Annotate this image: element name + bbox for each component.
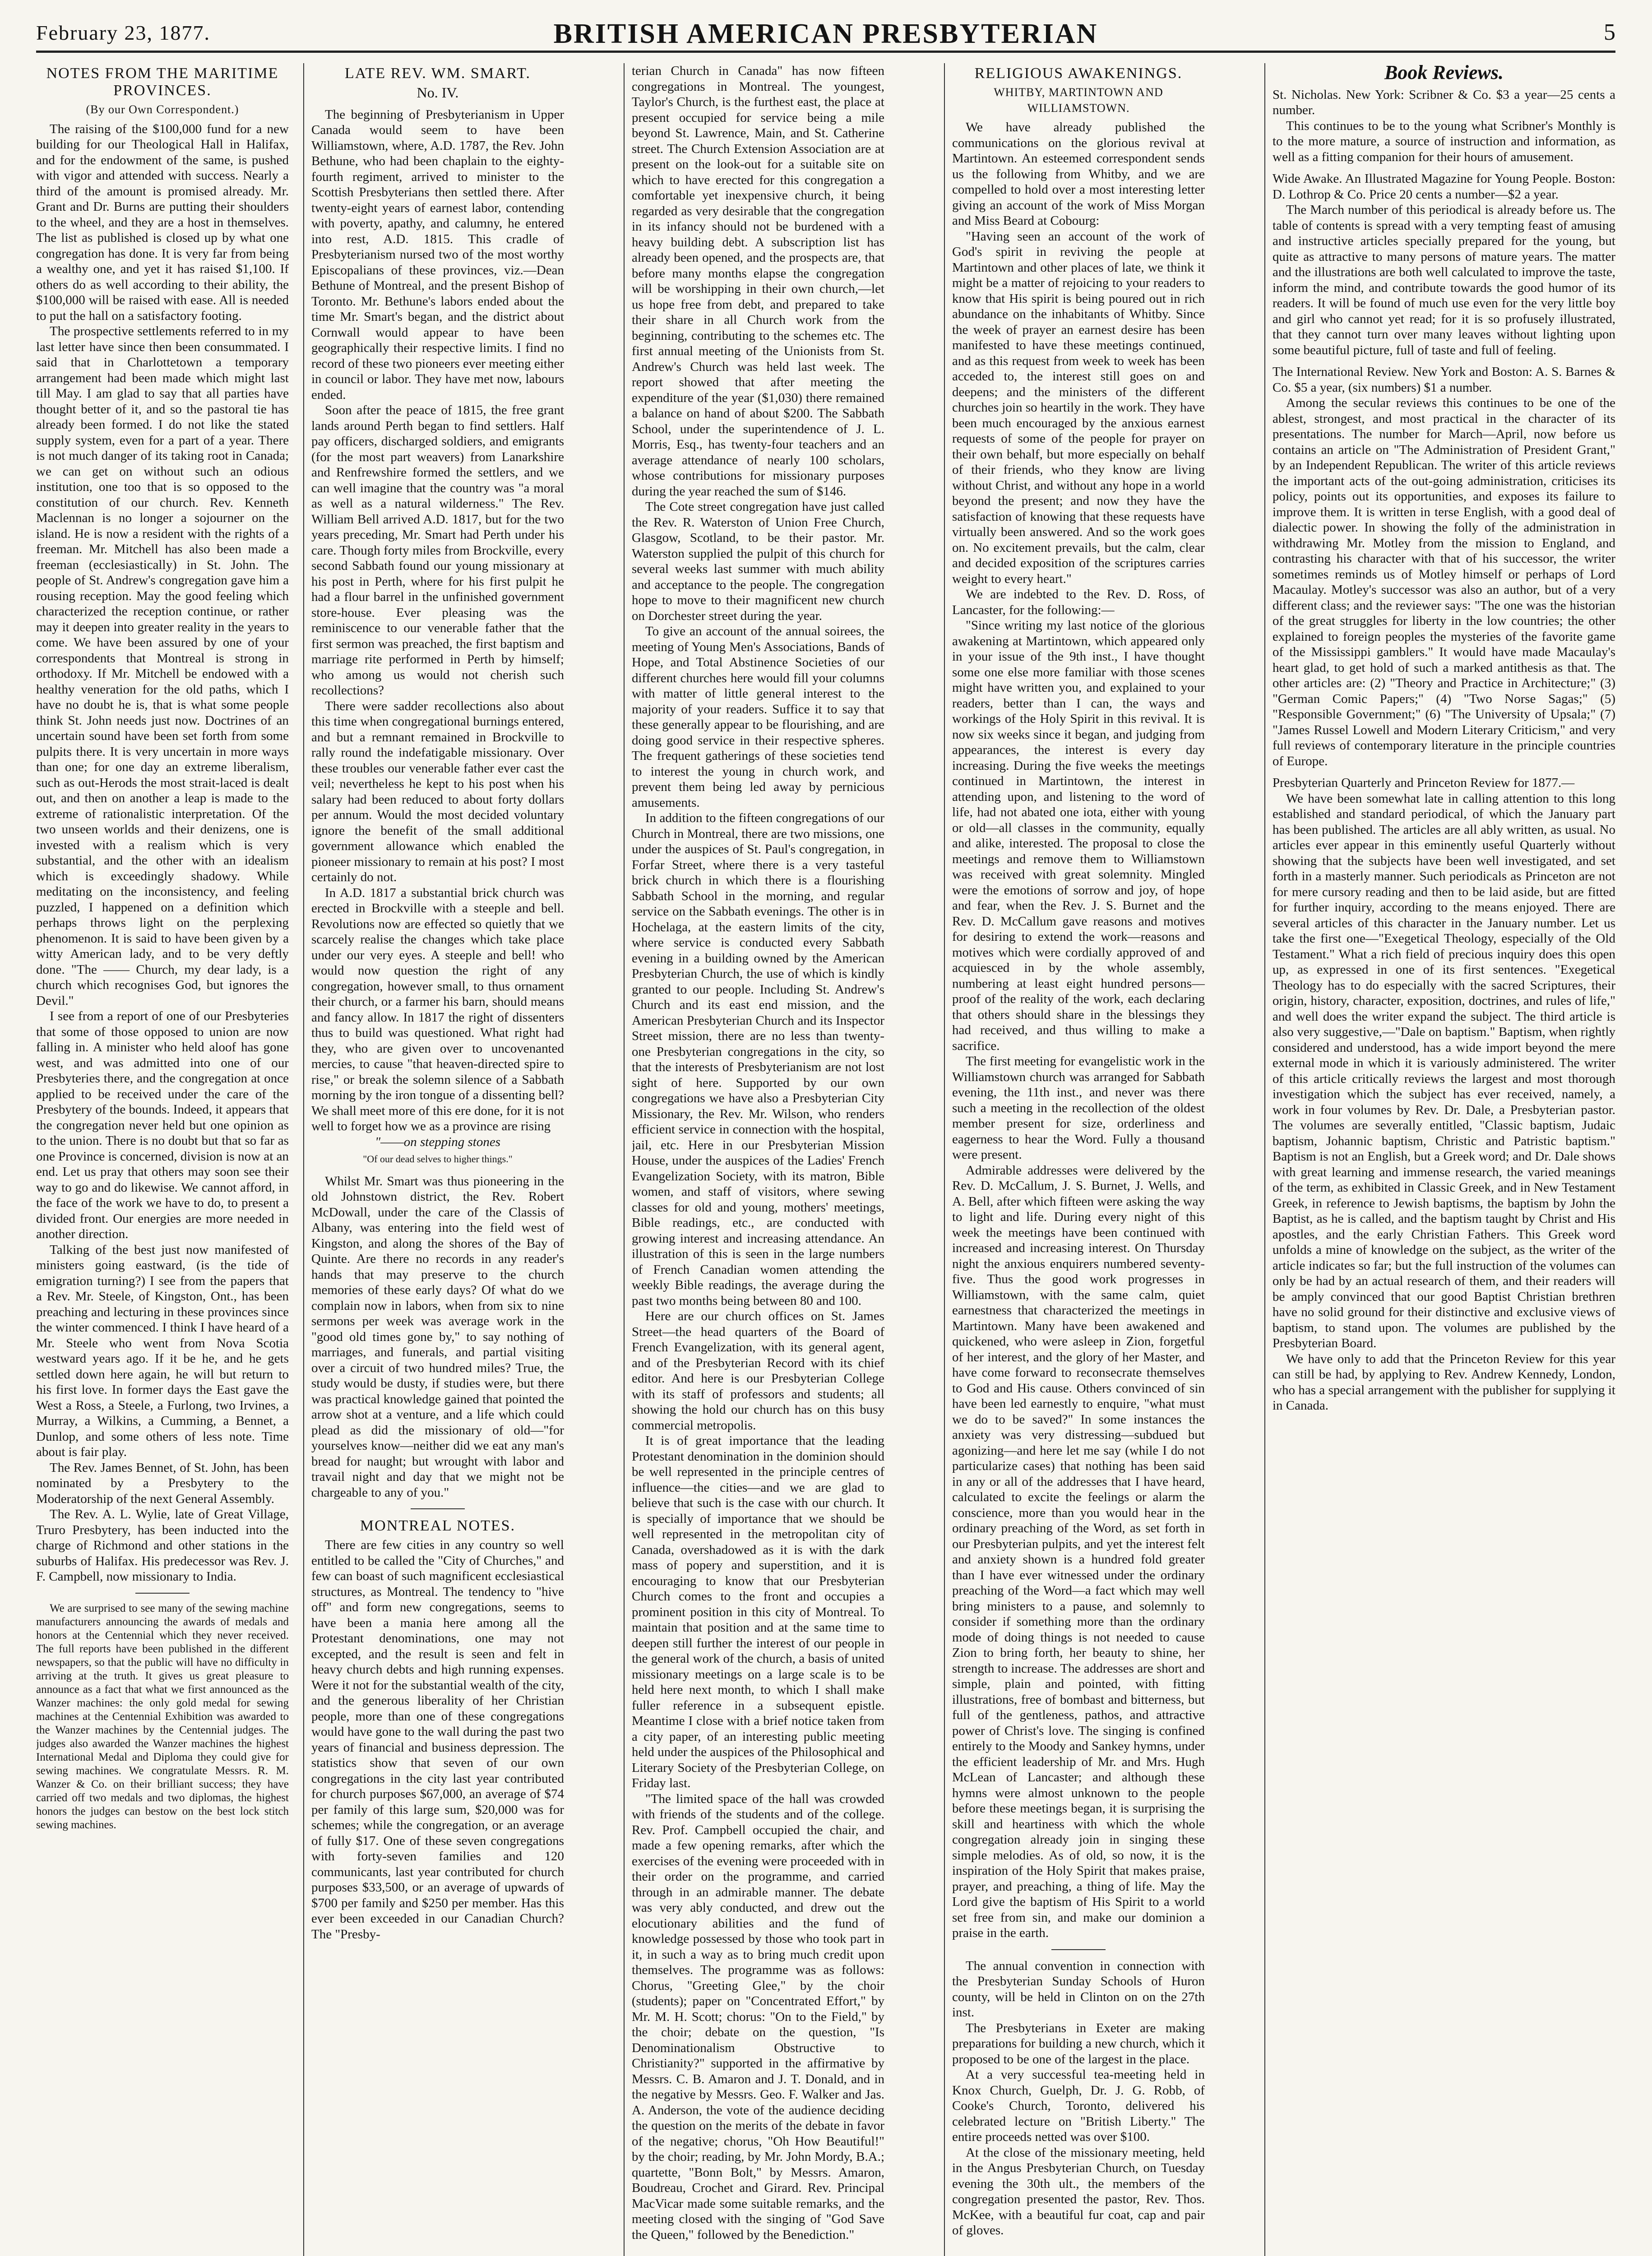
news-note: The annual convention in connection with the Presbyterian Sunday Schools of Huron county, will be held in Clinton on on the 27th inst.	[952, 1958, 1205, 2020]
article-paragraph: It is of great importance that the leading Protestant denomination in the dominion should be well represented in the principle centres of influence—the cities—and we are glad to believe that such is the case with our church. It is specially of importance that we should be well represented in the metropolitan city of Canada, overshadowed as it is with the dark mass of popery and superstition, and it is encouraging to know that our Presbyterian Church comes to the front and occupies a prominent position in this city of Montreal. To maintain that position and at the same time to deepen still further the interest of our people in the general work of the church, a basis of united missionary meetings on a large scale is to be held here next month, to which I shall make fuller reference in a subsequent epistle. Meantime I close with a brief notice taken from a city paper, of an interesting public meeting held under the auspices of the Philosophical and Literary Society of the Presbyterian College, on Friday last.	[632, 1433, 884, 1790]
masthead-rule	[36, 51, 1615, 53]
article-paragraph: The Cote street congregation have just called the Rev. R. Waterston of Union Free Church, Glasgow, Scotland, to be their pastor. Mr. Waterston supplied the pulpit of this church for several weeks last summer with much ability and acceptance to the people. The congregation hope to move to their magnificent new church on Dorchester street during the year.	[632, 499, 884, 623]
column-5	[1273, 63, 1615, 2256]
article-paragraph: In addition to the fifteen congregations of our Church in Montreal, there are two missions, one under the auspices of St. Paul's congregation, in Forfar Street, where there is a very tasteful brick church in which there is a flourishing Sabbath School in the morning, and regular service on the Sabbath evenings. The other is in Hochelaga, at the eastern limits of the city, where service is conducted every Sabbath evening in a building owned by the American Presbyterian Church, the use of which is kindly granted to our people. Including St. Andrew's Church and its east end mission, and the American Presbyterian Church and its Inspector Street mission, there are no less than twenty-one Presbyterian congregations in the city, so that the interests of Presbyterianism are not lost sight of here. Supported by our own congregations we have also a Presbyterian City Missionary, the Rev. Mr. Wilson, who renders efficient service in connection with the hospital, jail, etc. Here in our Presbyterian Mission House, under the auspices of the Ladies' French Evangelization Society, with its matron, Bible women, and staff of visitors, where sewing classes for old and young, mothers' meetings, Bible readings, etc., are conducted with growing interest and increasing attendance. An illustration of this is seen in the large numbers of French Canadian women attending the weekly Bible readings, the average during the past two months being between 80 and 100.	[632, 811, 884, 1308]
review-text: This continues to be to the young what Scribner's Monthly is to the more mature, a source of instruction and information, as well as a fitting companion for their hours of amusement.	[1273, 118, 1615, 164]
footnote: "Of our dead selves to higher things."	[363, 1153, 513, 1165]
article-paragraph: In A.D. 1817 a substantial brick church was erected in Brockville with a steeple and bell. Revolutions now are effected so quietly that we scarcely realise the changes which take place under our very eyes. A steeple and bell! who would now question the right of any congregation, however small, to thus ornament their church, or a farmer his barn, should means and fancy allow. In 1817 the right of dissenters thus to build was questioned. What right had they, who are given over to uncovenanted mercies, to cause "that heaven-directed spire to rise," or break the solemn silence of a Sabbath morning by the iron tongue of a dissenting bell? We shall meet more of this ere done, for it is not well to forget how we as a province are rising	[311, 885, 564, 1133]
article-paragraph: The prospective settlements referred to in my last letter have since then been consummated. I said that in Charlottetown a temporary arrangement had been made which might last till May. I am glad to say that all parties have thought better of it, and so the pastoral tie has already been formed. I do not like the stated supply system, even for a part of a year. There is not much danger of its taking root in Canada; we can get on without such an odious institution, one too that is so opposed to the constitution of our church. Rev. Kenneth Maclennan is no longer a sojourner on the island. He is now a resident with the rights of a freeman. Mr. Mitchell has also been made a freeman (ecclesiastically) in St. John. The people of St. Andrew's congregation gave him a rousing reception. May the good feeling which characterized the reception continue, or rather may it deepen into greater reality in the years to come. We have been assured by one of your correspondents that Montreal is strong in orthodoxy. If Mr. Mitchell be endowed with a healthy veneration for the old paths, which I have no doubt he is, that is what some people think St. John needs just now. Doctrines of an uncertain sound have been set forth from some pulpits there. It is very uncertain in more ways than one; for one day an extreme liberalism, such as out-Herods the most strait-laced is dealt out, and then on another a leap is made to the extreme of rationalistic interpretation. Of the two unseen worlds and their denizens, one is invested with a realism which is very substantial, and the other with an idealism which is exceedingly shadowy. While meditating on the inconsistency, and feeling puzzled, I happened on a definition which perhaps throws light on the perplexing phenomenon. It is said to have been given by a witty American lady, and to be very deftly done. "The —— Church, my dear lady, is a church which recognises God, but ignores the Devil."	[36, 324, 289, 1008]
article-paragraph: The Rev. A. L. Wylie, late of Great Village, Truro Presbytery, has been inducted into the charge of Richmond and other stations in the suburbs of Halifax. His predecessor was Rev. J. F. Campbell, now missionary to India.	[36, 1507, 289, 1584]
column-3	[632, 63, 884, 2256]
column-4	[952, 63, 1205, 2256]
sewing-machine-notice: We are surprised to see many of the sewing machine manufacturers announcing the awards of medals and honors at the Centennial which they never received. The full reports have been published in the different newspapers, so that the public will have no difficulty in arriving at the truth. It gives us great pleasure to announce as a fact that what we first announced as the Wanzer machines: the only gold medal for sewing machines at the Centennial Exhibition was awarded to the Wanzer machines by the Centennial judges. The judges also awarded the Wanzer machines the highest International Medal and Diploma they could give for sewing machines. We congratulate Messrs. R. M. Wanzer & Co. on their brilliant success; they have carried off two medals and two diplomas, the highest honors the judges can bestow on the best lock stitch sewing machines.	[36, 1602, 289, 1831]
news-note: At a very successful tea-meeting held in Knox Church, Guelph, Dr. J. G. Robb, of Cooke's Church, Toronto, delivered his celebrated lecture on "British Liberty." The entire proceeds netted was over $100.	[952, 2067, 1205, 2144]
column-2	[311, 63, 564, 2256]
awakenings-subheading: WHITBY, MARTINTOWN AND WILLIAMSTOWN.	[994, 86, 1163, 115]
issue-date: February 23, 1877.	[36, 21, 211, 44]
review-text: The March number of this periodical is already before us. The table of contents is spread with a very tempting feast of amusing and instructive articles specially prepared for the young, but quite as attractive to many persons of mature years. The matter and the illustrations are both well calculated to improve the taste, inform the mind, and contribute towards the good humor of its readers. It will be found of much use even for the very little boy and girl who cannot yet read; for it is so profusely illustrated, that they cannot turn over many leaves without lighting upon some beautiful picture, full of taste and full of feeling.	[1273, 203, 1615, 357]
maritime-heading: NOTES FROM THE MARITIME PROVINCES.	[46, 65, 279, 99]
article-paragraph: "The limited space of the hall was crowded with friends of the students and of the college. Rev. Prof. Campbell occupied the chair, and made a few opening remarks, after which the exercises of the evening were proceeded with in their order on the programme, and carried through in an admirable manner. The debate was very ably conducted, and drew out the elocutionary abilities and the fund of knowledge possessed by those who took part in it, in such a way as to bring much credit upon themselves. The programme was as follows: Chorus, "Greeting Glee," by the choir (students); paper on "Concentrated Effort," by Mr. M. H. Scott; chorus: "On to the Field," by the choir; debate on the question, "Is Denominationalism Obstructive to Christianity?" supported in the affirmative by Messrs. C. B. Amaron and J. T. Donald, and in the negative by Messrs. Geo. F. Walker and Jas. A. Anderson, the vote of the audience deciding the question on the merits of the debate in favor of the negative; chorus, "Oh How Beautiful!" by the choir; reading, by Mr. John Mordy, B.A.; quartette, "Bonn Bolt," by Messrs. Amaron, Boudreau, Crochet and Girard. Rev. Principal MacVicar made some suitable remarks, and the meeting closed with the singing of "God Save the Queen," followed by the Benediction."	[632, 1791, 884, 2242]
review-text: Among the secular reviews this continues to be one of the ablest, strongest, and most practical in the character of its presentations. The number for March—April, now before us contains an article on "The Administration of President Grant," by an Independent Republican. The writer of this article reviews the important acts of the out-going administration, criticises its policy, points out its opportunities, and exposes its failure to improve them. It is written in terse English, with a good deal of dialectic power. In showing the folly of the administration in withdrawing Mr. Motley from the mission to England, and contrasting his character with that of his successor, the writer sometimes reminds us of Motley himself or perhaps of Lord Macaulay. Motley's successor was also an author, but of a very different class; and the reviewer says: "The one was the historian of the great struggles for liberty in the low countries; the other explained to foreign peoples the mysteries of the favorite game of the Mississippi gamblers." It would have made Macaulay's heart glad, to get hold of such a marked antithesis as that. The other articles are: (2) "Theory and Practice in Architecture;" (3) "German Comic Papers;" (4) "Two Norse Sagas;" (5) "Responsible Government;" (6) "The University of Upsala;" (7) "James Russel Lowell and Modern Literary Criticism," and very full reviews of contemporary literature in the principle countries of Europe.	[1273, 396, 1615, 768]
article-paragraph: I see from a report of one of our Presbyteries that some of those opposed to union are now falling in. A minister who held aloof has gone west, and was admitted into one of our Presbyteries there, and the congregation at once applied to be received under the care of the Presbytery of the bounds. Indeed, it appears that the congregation never held but one opinion as to the union. There is no doubt but that so far as one Province is concerned, division is now at an end. Let us pray that others may soon see their way to go and do likewise. We cannot afford, in the face of the work we have to do, to present a divided front. Our energies are more needed in another direction.	[36, 1009, 289, 1241]
article-paragraph: The raising of the $100,000 fund for a new building for our Theological Hall in Halifax, and for the endowment of the same, is pushed with vigor and attended with success. Nearly a third of the amount is promised already. Mr. Grant and Dr. Burns are putting their shoulders to the wheel, and they are a host in themselves. The list as published is closed up by what one congregation has done. It is very far from being a wealthy one, and yet it has raised $1,100. If others do as well according to their ability, the $100,000 will be raised with ease. All is needed to put the hall on a satisfactory footing.	[36, 121, 289, 323]
article-paragraph: "Having seen an account of the work of God's spirit in reviving the people at Martintown and other places of late, we think it might be a matter of rejoicing to your readers to know that His spirit is being poured out in rich abundance on the inhabitants of Whitby. Since the week of prayer an earnest desire has been manifested to have these meetings continued, and as this request from week to week has been acceded to, the interest still goes on and deepens; and the ministers of the different churches join so heartily in the work. They have been much encouraged by the anxious earnest requests of some of the people for prayer on their own behalf, but more especially on behalf of their friends, who they know are living without Christ, and without any hope in a world beyond the present; and now they have the satisfaction of knowing that these requests have virtually been answered. And so the work goes on. No excitement prevails, but the calm, clear and decided exposition of the scriptures carries weight to every heart."	[952, 229, 1205, 586]
news-note: The Presbyterians in Exeter are making preparations for building a new church, which it proposed to be one of the largest in the place.	[952, 2020, 1205, 2066]
newspaper-title: BRITISH AMERICAN PRESBYTERIAN	[553, 18, 1098, 49]
smart-part-number: No. IV.	[416, 84, 459, 101]
montreal-heading: MONTREAL NOTES.	[360, 1517, 516, 1534]
article-paragraph: There are few cities in any country so well entitled to be called the "City of Churches," and few can boast of such magnificent ecclesiastical structures, as Montreal. The tendency to "hive off" and form new congregations, seems to have been a mania here among all the Protestant denominations, one may not excepted, and the result is seen and felt in heavy church debts and high running expenses. Were it not for the substantial wealth of the city, and the generous liberality of her Christian people, more than one of these congregations would have gone to the wall during the past two years of financial and business depression. The statistics show that seven of our own congregations in the city last year contributed for church purposes $67,000, an average of $74 per family of this large sum, $20,000 was for schemes; while the congregation, or an average of fully $17. One of these seven congregations with forty-seven families and 120 communicants, last year contributed for church purposes $33,500, or an average of upwards of $700 per family and $250 per member. Has this ever been exceeded in our Canadian Church? The "Presby-	[311, 1538, 564, 1942]
article-paragraph: The first meeting for evangelistic work in the Williamstown church was arranged for Sabbath evening, the 11th inst., and never was there such a meeting in the recollection of the oldest member present for size, orderliness and eagerness to hear the Word. Fully a thousand were present.	[952, 1054, 1205, 1162]
section-divider	[411, 1508, 465, 1509]
article-paragraph: "Since writing my last notice of the glorious awakening at Martintown, which appeared only in your issue of the 9th inst., I have thought some one else more familiar with those scenes might have written you, and explained to your readers, better than I can, the ways and workings of the Holy Spirit in this revival. It is now six weeks since it began, and judging from appearances, the interest is every day increasing. During the five weeks the meetings continued in Martintown, the interest in attending upon, and listening to the word of life, had not abated one iota, either with young or old—all classes in the community, equally and alike, interested. The proposal to close the meetings and remove them to Williamstown was received with great solemnity. Mingled were the emotions of sorrow and joy, of hope and fear, when the Rev. J. S. Burnet and the Rev. D. McCallum gave reasons and motives for desiring to extend the work—reasons and motives which were cordially approved of and acquiesced in by the whole assembly, numbering at least eight hundred persons—proof of the reality of the work, each declaring that others should share in the blessings they had received, and thus willing to make a sacrifice.	[952, 618, 1205, 1053]
article-paragraph: To give an account of the annual soirees, the meeting of Young Men's Associations, Bands of Hope, and Total Abstinence Societies of our different churches here would fill your columns with matter of little general interest to the majority of your readers. Suffice it to say that these generally appear to be flourishing, and are doing good service in their respective spheres. The frequent gatherings of these societies tend to interest the young in church work, and prevent them being led away by pernicious amusements.	[632, 624, 884, 810]
article-paragraph: Here are our church offices on St. James Street—the head quarters of the Board of French Evangelization, with its general agent, and of the Presbyterian Record with its chief editor. And here is our Presbyterian College with its staff of professors and students; all showing the hold our church has on this busy commercial metropolis.	[632, 1309, 884, 1433]
column-1	[36, 63, 289, 2256]
article-paragraph: Soon after the peace of 1815, the free grant lands around Perth began to find settlers. Half pay officers, discharged soldiers, and emigrants (for the most part weavers) from Lanarkshire and Renfrewshire formed the settlers, and we can well imagine that the country was "a moral as well as a natural wilderness." The Rev. William Bell arrived A.D. 1817, but for the two years preceding, Mr. Smart had Perth under his care. Though forty miles from Brockville, every second Sabbath found our young missionary at his post in Perth, where for his first pulpit he had a flour barrel in the unfinished government store-house. Ever pleasing was the reminiscence to our venerable father that the first sermon was preached, the first baptism and marriage rite performed in Perth by himself; who among us would not cherish such recollections?	[311, 403, 564, 698]
masthead	[36, 17, 1615, 49]
awakenings-heading: RELIGIOUS AWAKENINGS.	[974, 65, 1183, 82]
article-paragraph: terian Church in Canada" has now fifteen congregations in Montreal. The youngest, Taylor's Church, is the furthest east, the place at present occupied for service being a mile beyond St. Lawrence, Main, and St. Catherine street. The Church Extension Association are at present on the look-out for a suitable site on which to have erected for this congregation a comfortable yet inexpensive church, it being regarded as very desirable that the congregation in its infancy should not be burdened with a heavy building debt. A subscription list has already been opened, and the prospects are, that before many months elapse the congregation will be worshipping in their own church,—let us hope free from debt, and prepared to take their share in all Church work from the beginning, contributing to the schemes etc. The first annual meeting of the Unionists from St. Andrew's Church was held last week. The report showed that after meeting the expenditure of the year ($1,030) there remained a balance on hand of about $200. The Sabbath School, under the superintendence of J. L. Morris, Esq., has twenty-four teachers and an average attendance of nearly 100 scholars, whose contributions for missionary purposes during the year reached the sum of $146.	[632, 64, 884, 499]
article-paragraph: We are indebted to the Rev. D. Ross, of Lancaster, for the following:—	[952, 587, 1205, 617]
article-paragraph: The beginning of Presbyterianism in Upper Canada would seem to have been Williamstown, where, A.D. 1787, the Rev. John Bethune, who had been chaplain to the eighty-fourth regiment, arrived to minister to the Scottish Presbyterians then settled there. After twenty-eight years of earnest labor, contending with poverty, apathy, and calumny, he entered into rest, A.D. 1815. This cradle of Presbyterianism nursed two of the most worthy Episcopalians of these provinces, viz.—Dean Bethune of Montreal, and the present Bishop of Toronto. Mr. Bethune's labors ended about the time Mr. Smart's began, and the district about Cornwall would appear to have been geographically their respective limits. I find no record of these two pioneers ever meeting either in council or labor. They have met now, labours ended.	[311, 107, 564, 402]
article-paragraph: Whilst Mr. Smart was thus pioneering in the old Johnstown district, the Rev. Robert McDowall, under the care of the Classis of Albany, was entering into the field west of Kingston, and along the shores of the Bay of Quinte. Are there no records in any reader's hands that may preserve to the church memories of these early days? Of what do we complain now in labors, when from six to nine sermons per week was average work in the "good old times gone by," to say nothing of marriages, and funerals, and partial visiting over a circuit of two hundred miles? True, the study would be dusty, if studies were, but there was practical knowledge gained that pointed the arrow shot at a venture, and a life which could plead as did the missionary of old—"for yourselves know—neither did we eat any man's bread for naught; but wrought with labor and travail night and day that we might not be chargeable to any of you."	[311, 1174, 564, 1500]
article-paragraph: There were sadder recollections also about this time when congregational burnings entered, and but a remnant remained in Brockville to rally round the indefatigable missionary. Over these troubles our venerable father ever cast the veil; nevertheless he kept to his post when his salary had been reduced to about forty dollars per annum. Would the most decided voluntary ignore the benefit of the small additional government allowance which enabled the pioneer missionary to remain at his post? I most certainly do not.	[311, 698, 564, 884]
review-title: Wide Awake. An Illustrated Magazine for Young People. Boston: D. Lothrop & Co. Price 20 cents a number—$2 a year.	[1273, 171, 1615, 202]
column-rule	[1264, 63, 1265, 2256]
section-divider	[135, 1593, 190, 1594]
article-paragraph: Admirable addresses were delivered by the Rev. D. McCallum, J. S. Burnet, J. Wells, and A. Bell, after which fifteen were asking the way to light and life. During every night of this week the meetings have been continued with increased and increasing interest. On Thursday night the anxious enquirers numbered seventy-five. Thus the good work progresses in Williamstown, with the same calm, quiet earnestness that characterized the meetings in Martintown. Many have been awakened and quickened, who were asleep in Zion, forgetful of her interest, and the glory of her Master, and have come forward to reconsecrate themselves to God and His cause. Others convinced of sin have been led earnestly to enquire, "what must we do to be saved?" In some instances the anxiety was very distressing—subdued but agonizing—and here let me say (while I do not particularize cases) that nothing has been said in any or all of the addresses that I have heard, calculated to excite the feelings or alarm the conscience, more than you would hear in the ordinary preaching of the Word, as set forth in our Presbyterian pulpits, and yet the interest felt and anxiety shown is a hundred fold greater than I have ever witnessed under the ordinary preaching of the Word—a fact which may well bring ministers to a pause, and solemnly to consider if something more than the ordinary mode of doing things is not needed to cause Zion to bring forth, her beauty to shine, her strength to increase. The addresses are short and simple, plain and pointed, with fitting illustrations, free of bombast and bitterness, but full of the gentleness, pathos, and attractive power of Christ's love. The singing is confined entirely to the Moody and Sankey hymns, under the efficient leadership of Mr. and Mrs. Hugh McLean of Lancaster; and although these hymns were almost unknown to the people before these meetings began, it is surprising the skill and heartiness with which the whole congregation already join in singing these simple melodies. As of old, so now, it is the inspiration of the Holy Spirit that makes praise, prayer, and preaching, a thing of life. May the Lord give the baptism of His Spirit to a world set free from sin, and make our dominion a praise in the earth.	[952, 1163, 1205, 1940]
maritime-byline: (By our Own Correspondent.)	[86, 103, 239, 116]
review-title: Presbyterian Quarterly and Princeton Review for 1877.—	[1273, 776, 1575, 790]
column-rule	[303, 63, 304, 2256]
column-rule	[624, 63, 625, 2256]
review-text: We have been somewhat late in calling attention to this long established and standard periodical, of which the January part has been published. The articles are all ably written, as usual. No articles ever appear in this eminently useful Quarterly without showing that the subjects have been well investigated, and set forth in a masterly manner. Such periodicals as Princeton are not for mere cursory reading and then to be laid aside, but are fitted for further inquiry, according to the means enjoyed. There are several articles of this character in the January number. Let us take the first one—"Exegetical Theology, especially of the Old Testament." What a rich field of precious inquiry does this open up, as expressed in one of its first sentences. "Exegetical Theology has to do especially with the sacred Scriptures, their origin, history, character, exposition, doctrines, and rules of life," and well does the writer expand the subject. The third article is also very suggestive,—"Dale on baptism." Baptism, when rightly considered and understood, has a wide import beyond the mere external mode in which it is variously administered. The writer of this article critically reviews the largest and most thorough investigation which the subject has ever received, namely, a work in four volumes by Rev. Dr. Dale, a Presbyterian pastor. The volumes are severally entitled, "Classic baptism, Judaic baptism, Johannic baptism, Christic and Patristic baptism." Baptism is not an English, but a Greek word; and Dr. Dale shows with great learning and immense research, the varied meanings of the term, as exhibited in Classic Greek, and in New Testament Greek, in reference to Jewish baptisms, the baptism by John the Baptist, as he is called, and the baptism taught by Christ and His apostles, and the early Christian Fathers. This Greek word unfolds a mine of knowledge on the subject, as the writer of the article indicates so far; but the full instruction of the volumes can only be had by an actual research of them, and their readers will be amply convinced that our good Baptist Christian brethren have no solid ground for their distinctive and exclusive views of baptism, to stand upon. The volumes are published by the Presbyterian Board.	[1273, 791, 1615, 1350]
review-title: St. Nicholas. New York: Scribner & Co. $3 a year—25 cents a number.	[1273, 87, 1615, 117]
article-paragraph: Talking of the best just now manifested of ministers going eastward, (is the tide of emigration turning?) I see from the papers that a Rev. Mr. Steele, of Kingston, Ont., has been preaching and lecturing in these provinces since the winter commenced. I think I have heard of a Mr. Steele who went from Nova Scotia westward years ago. If it be he, and he gets settled down here again, he will but return to his first love. In former days the East gave the West a Ross, a Steele, a Furlong, two Irvines, a Murray, a Wilkins, a Cumming, a Bennet, a Dunlop, and some others of less note. Time about is fair play.	[36, 1242, 289, 1459]
smart-heading: LATE REV. WM. SMART.	[345, 65, 531, 82]
article-paragraph: We have already published the communications on the glorious revival at Martintown. An esteemed correspondent sends us the following from Whitby, and we are compelled to hold over a most interesting letter giving an account of the work of Miss Morgan and Miss Beard at Cobourg:	[952, 120, 1205, 228]
book-reviews-heading: Book Reviews.	[1384, 63, 1504, 83]
column-rule	[944, 63, 945, 2256]
review-title: The International Review. New York and Boston: A. S. Barnes & Co. $5 a year, (six numbers) $1 a number.	[1273, 365, 1615, 395]
article-paragraph: The Rev. James Bennet, of St. John, has been nominated by a Presbytery to the Moderatorship of the next General Assembly.	[36, 1460, 289, 1506]
quoted-verse: "——on stepping stones	[375, 1134, 501, 1149]
news-note: At the close of the missionary meeting, held in the Angus Presbyterian Church, on Tuesday evening the 30th ult., the members of the congregation presented the pastor, Rev. Thos. McKee, with a beautiful fur coat, cap and pair of gloves.	[952, 2145, 1205, 2238]
review-text: We have only to add that the Princeton Review for this year can still be had, by applying to Rev. Andrew Kennedy, London, who has a special arrangement with the publisher for supplying it in Canada.	[1273, 1351, 1615, 1413]
page-number: 5	[1604, 19, 1615, 45]
section-divider	[1051, 1949, 1106, 1950]
